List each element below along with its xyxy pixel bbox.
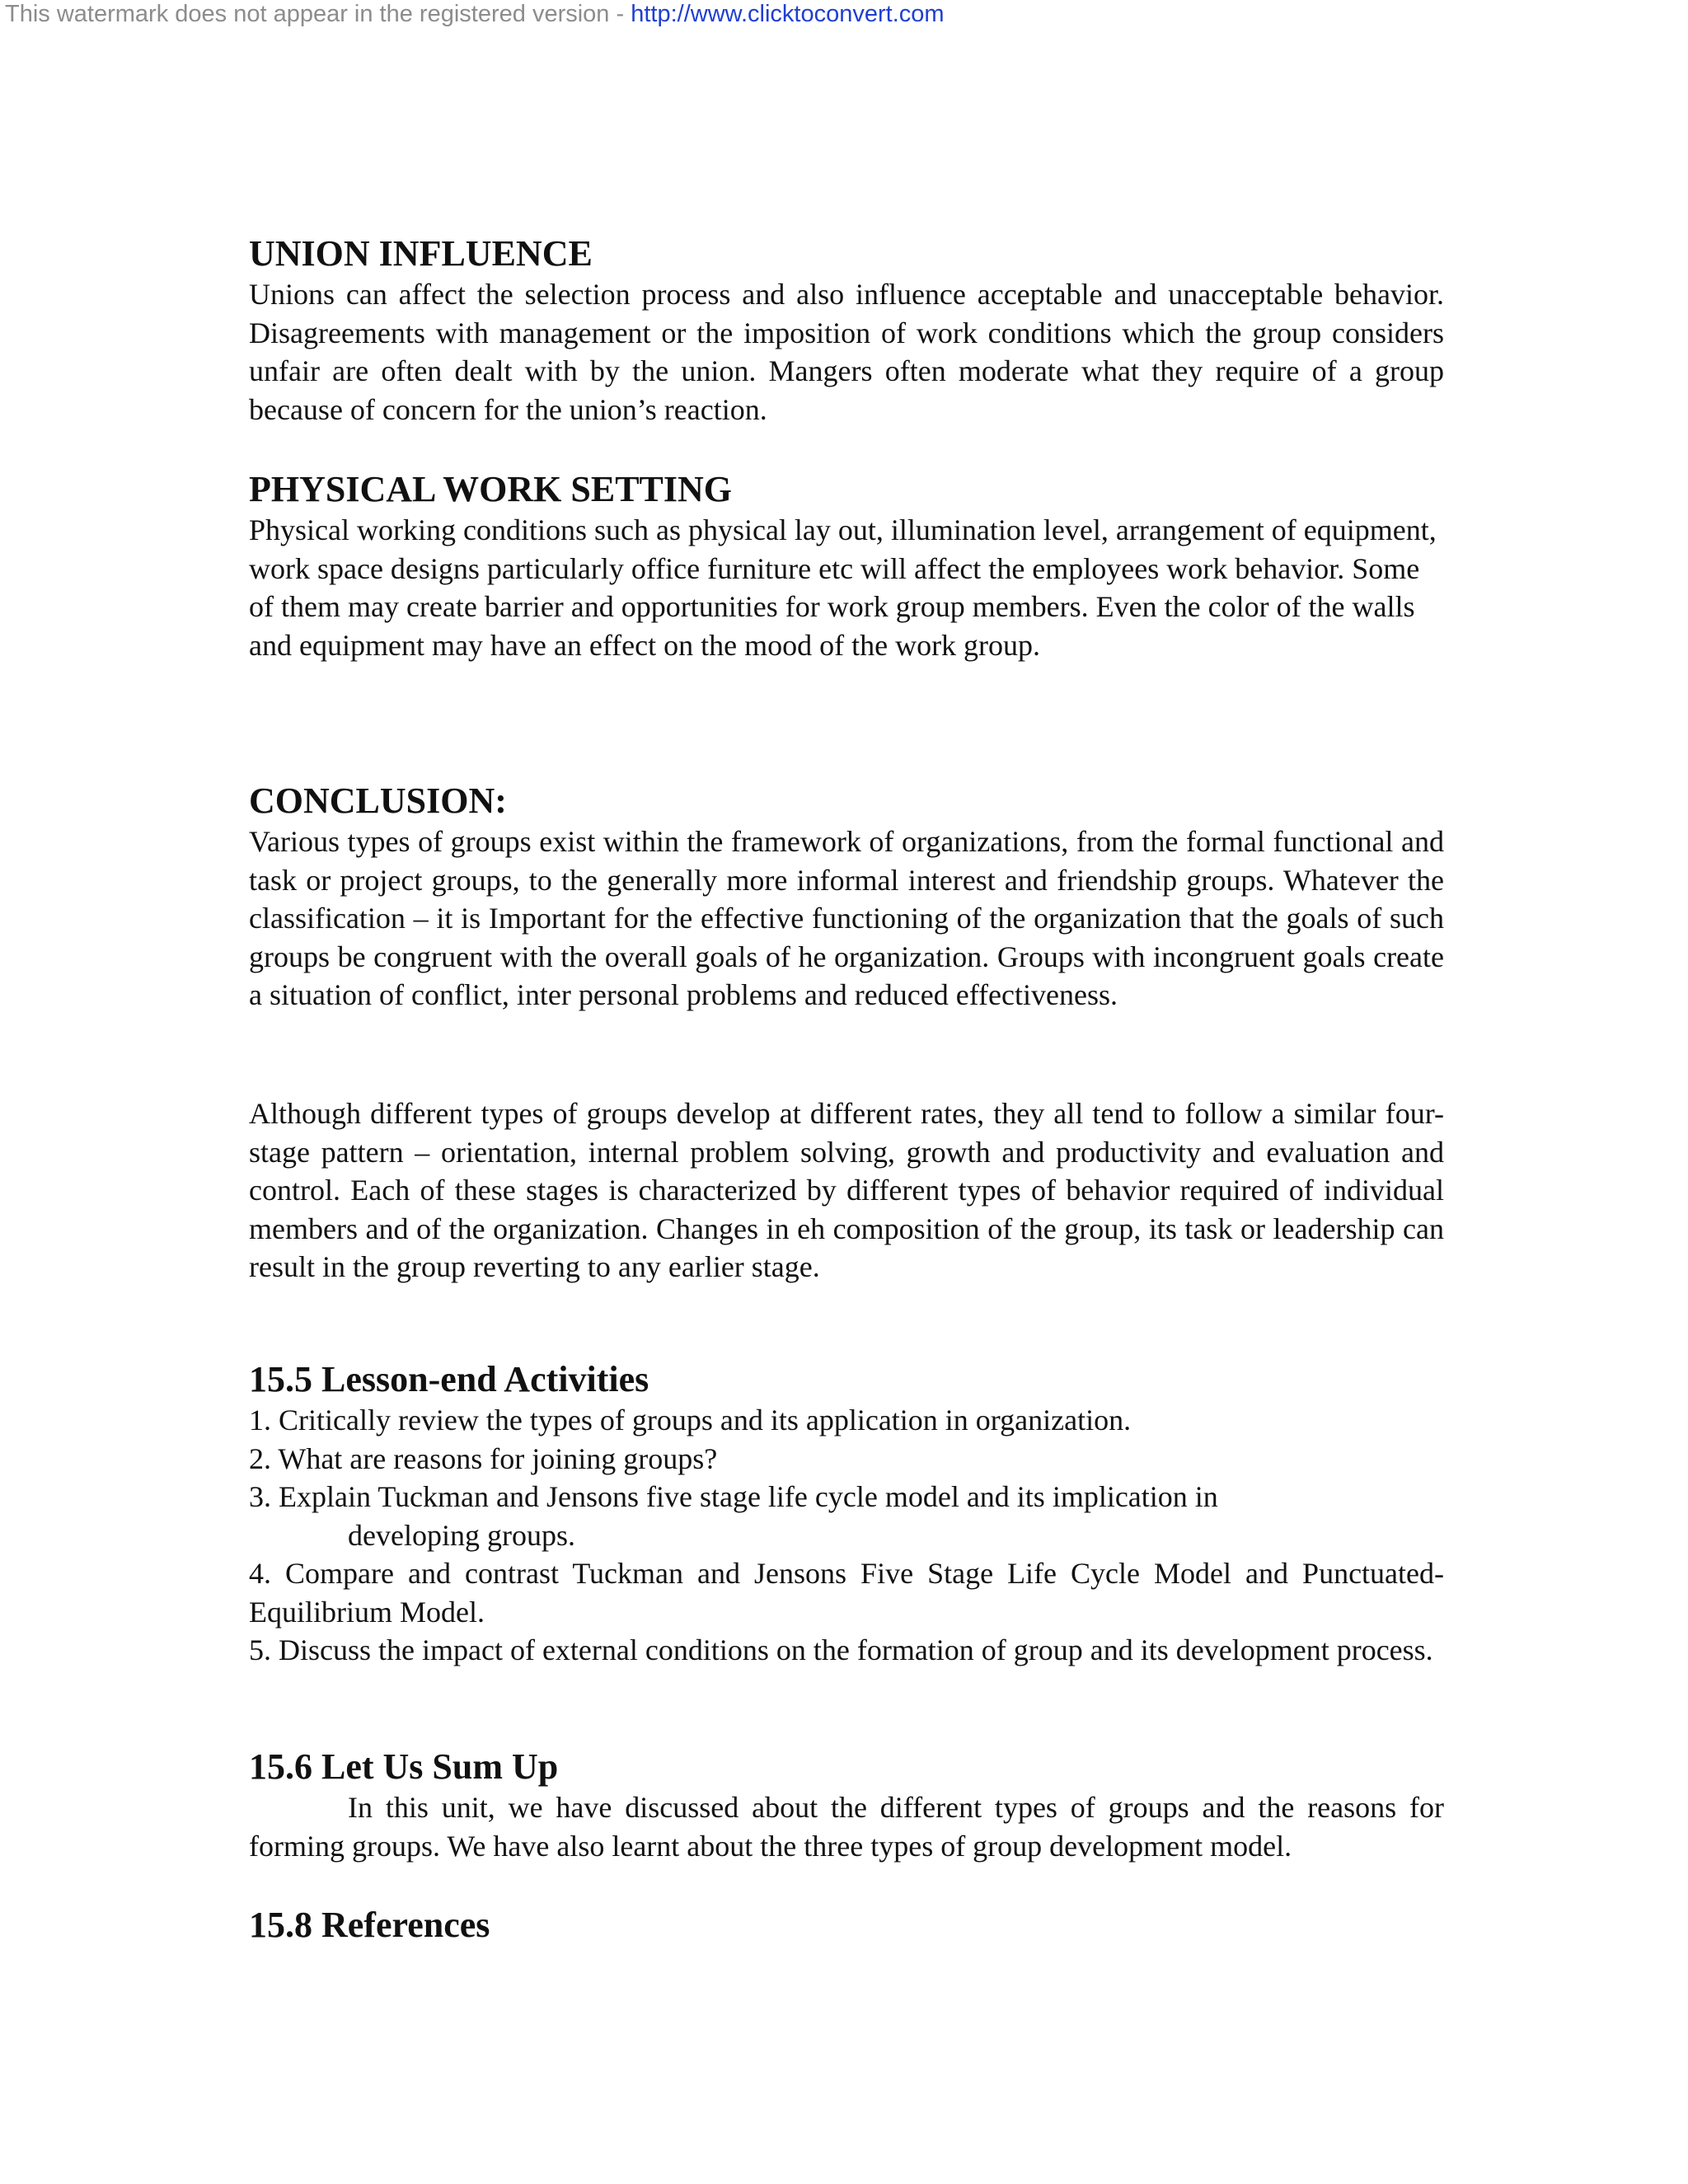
section-heading: 15.5 Lesson-end Activities [249,1359,649,1399]
section-conclusion [249,780,1444,1015]
section-conclusion-continued [249,1094,1444,1286]
list-item: 4. Compare and contrast Tuckman and Jensons Five Stage Life Cycle Model and Punctuated-Equilibrium Model. [249,1557,1444,1629]
section-lesson-end-activities [249,1358,1444,1670]
section-heading: UNION INFLUENCE [249,233,593,274]
watermark-text: This watermark does not appear in the registered version - [5,1,631,27]
section-heading: 15.6 Let Us Sum Up [249,1746,559,1787]
list-item: 1. Critically review the types of groups and its application in organization. [249,1404,1132,1436]
section-physical-work-setting [249,468,1444,664]
section-union-influence [249,232,1444,429]
section-paragraph: In this unit, we have discussed about the different types of groups and the reasons for forming groups. We have also learnt about the three types of group development model. [249,1791,1444,1863]
section-heading: 15.8 References [249,1905,490,1945]
section-paragraph: Although different types of groups develop at different rates, they all tend to follow a similar four-stage pattern – orientation, internal problem solving, growth and productivity and evaluation and control. Each of these stages is characterized by different types of behavior required of individual members and of the organization. Changes in eh composition of the group, its task or leadership can result in the group reverting to any earlier stage. [249,1097,1444,1283]
list-item: 5. Discuss the impact of external conditions on the formation of group and its development process. [249,1633,1433,1666]
list-item-first-line: 3. Explain Tuckman and Jensons five stage life cycle model and its implication in [249,1480,1218,1513]
watermark-notice [5,0,945,28]
list-item [249,1478,1444,1554]
list-item-continuation: developing groups. [348,1518,575,1552]
section-heading: PHYSICAL WORK SETTING [249,469,733,509]
watermark-link[interactable]: http://www.clicktoconvert.com [631,1,945,27]
section-paragraph: Unions can affect the selection process and also influence acceptable and unacceptable behavior. Disagreements with management or the imposition of work conditions which the group considers unfair are often dealt with by the union. Mangers often moderate what they require of a group because of concern for the union’s reaction. [249,278,1444,426]
list-item: 2. What are reasons for joining groups? [249,1441,718,1475]
section-heading: CONCLUSION: [249,780,507,821]
section-references [249,1904,1444,1947]
section-let-us-sum-up [249,1746,1444,1865]
section-paragraph: Various types of groups exist within the framework of organizations, from the formal functional and task or project groups, to the generally more informal interest and friendship groups. Whatever the classification – it is Important for the effective functioning of the organization that the goals of such groups be congruent with the overall goals of he organization. Groups with incongruent goals create a situation of conflict, inter personal problems and reduced effectiveness. [249,825,1444,1011]
section-paragraph: Physical working conditions such as physical lay out, illumination level, arrangement of equipment, work space designs particularly office furniture etc will affect the employees work behavior. Some of them may create barrier and opportunities for work group members. Even the color of the walls and equipment may have an effect on the mood of the work group. [249,513,1437,662]
